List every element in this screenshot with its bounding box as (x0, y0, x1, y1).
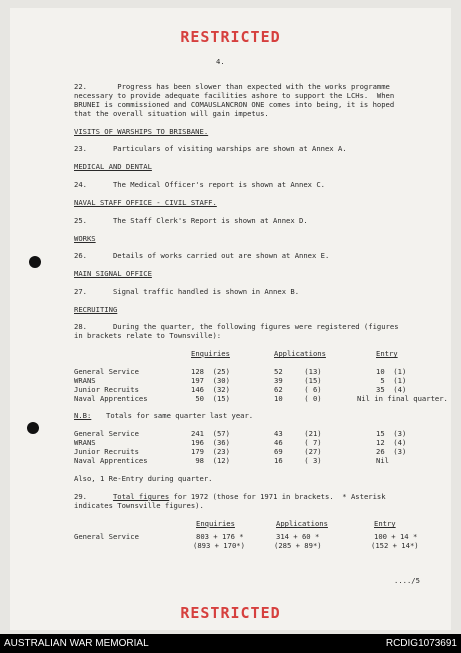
heading-works: WORKS (74, 234, 96, 243)
table-cell-applications: 52 (13) (274, 367, 322, 376)
table-cell-applications: 69 (27) (274, 447, 322, 456)
t3-header-applications: Applications (276, 519, 328, 528)
table-cell-entry: 12 (4) (376, 438, 407, 447)
para-22-line-4: that the overall situation will gain impetus. (74, 109, 269, 118)
archive-name: AUSTRALIAN WAR MEMORIAL (4, 638, 149, 649)
para-26: 26. Details of works carried out are shown at Annex E. (74, 251, 330, 260)
nb-text: Totals for same quarter last year. (106, 411, 254, 420)
restricted-stamp-top: RESTRICTED (180, 28, 281, 46)
table-cell-applications: 62 ( 6) (274, 385, 322, 394)
continued-marker: ..../5 (394, 576, 420, 585)
table-cell-enquiries: 196 (36) (191, 438, 230, 447)
para-28-line-1: 28. During the quarter, the following figures were registered (figures (74, 322, 399, 331)
para-29-total-figures: Total figures (112, 492, 170, 501)
table-row-label: WRANS (74, 438, 96, 447)
punch-hole-bottom (27, 422, 39, 434)
table-cell-entry-prior: (152 + 14*) (371, 541, 419, 550)
para-29-number: 29. (74, 492, 87, 501)
t1-header-entry: Entry (376, 349, 398, 358)
para-22-line-1: 22. Progress has been slower than expected with the works programme (74, 82, 390, 91)
page-number: 4. (216, 57, 225, 66)
restricted-stamp-bottom: RESTRICTED (180, 604, 281, 622)
table-cell-entry: 10 (1) (376, 367, 407, 376)
table-cell-applications: 46 ( 7) (274, 438, 322, 447)
table-cell-enquiries: 98 (12) (191, 456, 230, 465)
heading-visits: VISITS OF WARSHIPS TO BRISBANE. (74, 127, 209, 136)
table-cell-applications: 39 (15) (274, 376, 322, 385)
table-cell-enquiries: 803 + 176 * (196, 532, 244, 541)
reentry-note: Also, 1 Re-Entry during quarter. (74, 474, 213, 483)
table-cell-entry: 100 + 14 * (374, 532, 418, 541)
t1-header-applications: Applications (274, 349, 326, 358)
document-page (10, 8, 451, 630)
table-cell-enquiries: 179 (23) (191, 447, 230, 456)
nb-label: N.B: (74, 411, 92, 420)
para-28-line-2: in brackets relate to Townsville): (74, 331, 222, 340)
table-cell-applications: 10 ( 0) (274, 394, 322, 403)
table-cell-enquiries: 50 (15) (191, 394, 230, 403)
table-row-label: Junior Recruits (74, 447, 139, 456)
t3-header-enquiries: Enquiries (196, 519, 235, 528)
table-cell-enquiries-prior: (893 + 170*) (193, 541, 245, 550)
t1-header-enquiries: Enquiries (191, 349, 230, 358)
table-cell-enquiries: 241 (57) (191, 429, 230, 438)
table-cell-applications: 314 + 60 * (276, 532, 320, 541)
table-cell-enquiries: 146 (32) (191, 385, 230, 394)
table-cell-applications: 16 ( 3) (274, 456, 322, 465)
table-row-label: Junior Recruits (74, 385, 139, 394)
para-24: 24. The Medical Officer's report is shown at Annex C. (74, 180, 325, 189)
table-cell-entry: 5 (1) (376, 376, 407, 385)
table-cell-entry: Nil in final quarter. (357, 394, 448, 403)
table-cell-entry: 15 (3) (376, 429, 407, 438)
para-29-rest: for 1972 (those for 1971 in brackets. * Asterisk (169, 492, 386, 501)
table-row-label: General Service (74, 367, 139, 376)
para-25: 25. The Staff Clerk's Report is shown at Annex D. (74, 216, 308, 225)
table-row-label: Naval Apprentices (74, 394, 148, 403)
table-cell-entry: Nil (376, 456, 389, 465)
table-row-label: General Service (74, 532, 139, 541)
table-cell-applications: 43 (21) (274, 429, 322, 438)
para-27: 27. Signal traffic handled is shown in Annex B. (74, 287, 300, 296)
table-cell-entry: 35 (4) (376, 385, 407, 394)
heading-naval-staff: NAVAL STAFF OFFICE - CIVIL STAFF. (74, 198, 217, 207)
table-cell-enquiries: 197 (30) (191, 376, 230, 385)
para-23: 23. Particulars of visiting warships are shown at Annex A. (74, 144, 347, 153)
para-29-line-1 (74, 492, 386, 501)
heading-medical: MEDICAL AND DENTAL (74, 162, 152, 171)
record-id: RCDIG1073691 (385, 638, 457, 649)
para-22-line-3: BRUNEI is commissioned and COMAUSLANCRON ONE comes into being, it is hoped (74, 100, 395, 109)
table-row-label: General Service (74, 429, 139, 438)
heading-signal: MAIN SIGNAL OFFICE (74, 269, 152, 278)
table-row-label: WRANS (74, 376, 96, 385)
t3-header-entry: Entry (374, 519, 396, 528)
heading-recruiting: RECRUITING (74, 305, 118, 314)
table-cell-applications-prior: (285 + 89*) (274, 541, 322, 550)
table-row-label: Naval Apprentices (74, 456, 148, 465)
table-cell-enquiries: 128 (25) (191, 367, 230, 376)
para-29-line-2: indicates Townsville figures). (74, 501, 204, 510)
archive-footer-bar (0, 634, 461, 653)
table-cell-entry: 26 (3) (376, 447, 407, 456)
punch-hole-top (29, 256, 41, 268)
para-22-line-2: necessary to provide adequate facilities ashore to support the LCHs. When (74, 91, 395, 100)
